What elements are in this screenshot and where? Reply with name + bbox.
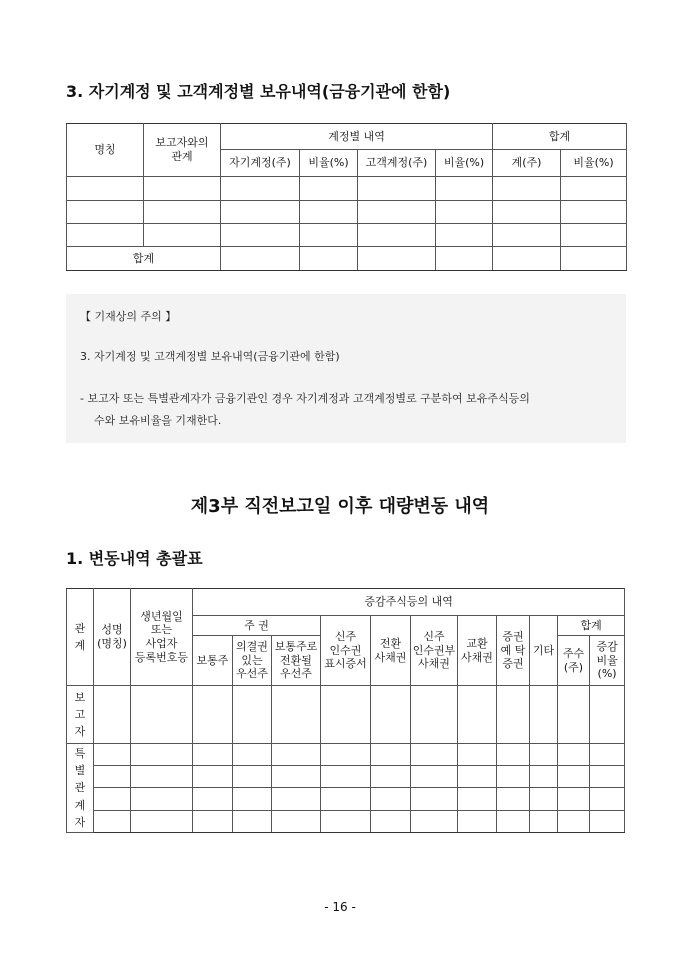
- part-title: 제3부 직전보고일 이후 대량변동 내역: [190, 496, 490, 517]
- header-change-ratio: 증감 비율 (%): [590, 636, 625, 686]
- header-convertible-pref: 보통주로 전환될 우선주: [272, 636, 321, 686]
- header-total-shares: 계(주): [493, 150, 561, 177]
- total-row: [67, 247, 627, 271]
- section3-title: 3. 자기계정 및 고객계정별 보유내역(금융기관에 한함): [66, 82, 451, 101]
- account-holdings-table: [66, 123, 627, 271]
- notes-box: [66, 294, 626, 443]
- header-warrant-cert: 신주 인수권 표시증서: [321, 616, 371, 686]
- header-name: 성명 (명칭): [94, 589, 131, 686]
- table-row: [67, 201, 627, 224]
- header-shares: 주수 (주): [558, 636, 590, 686]
- header-client-ratio: 비율(%): [436, 150, 493, 177]
- section1-title: 1. 변동내역 총괄표: [66, 549, 203, 568]
- header-own-ratio: 비율(%): [300, 150, 358, 177]
- change-summary-table: [66, 588, 625, 833]
- related-row: [67, 811, 625, 833]
- reporter-row: [67, 686, 625, 744]
- page-number: - 16 -: [324, 900, 356, 914]
- notes-heading: 【 기재상의 주의 】: [80, 310, 177, 323]
- header-stock: 주 권: [193, 616, 321, 636]
- header-voting-pref: 의결권 있는 우선주: [233, 636, 272, 686]
- header-total: 합계: [558, 616, 625, 636]
- header-birth: 생년월일 또는 사업자 등록번호등: [131, 589, 193, 686]
- total-row-label: 합계: [67, 247, 221, 271]
- header-exchangeable: 교환 사채권: [458, 616, 497, 686]
- notes-line1: - 보고자 또는 특별관계자가 금융기관인 경우 자기계정과 고객계정별로 구분하여 보유주식등의: [80, 392, 530, 405]
- header-dr: 증권 예 탁 증권: [497, 616, 530, 686]
- header-client-shares: 고객계정(주): [358, 150, 436, 177]
- table-row: [67, 224, 627, 247]
- header-change-detail: 증감주식등의 내역: [193, 589, 625, 616]
- related-label: 특 별 관 계 자: [67, 744, 94, 833]
- header-relation: 보고자와의 관계: [144, 124, 221, 177]
- header-other: 기타: [530, 616, 558, 686]
- header-total: 합계: [493, 124, 627, 150]
- reporter-label: 보 고 자: [67, 686, 94, 744]
- header-convertible: 전환 사채권: [371, 616, 411, 686]
- header-common: 보통주: [193, 636, 233, 686]
- header-by-account: 계정별 내역: [221, 124, 493, 150]
- header-total-ratio: 비율(%): [561, 150, 627, 177]
- related-row: [67, 788, 625, 811]
- related-row: [67, 766, 625, 788]
- notes-line2: 수와 보유비율을 기재한다.: [94, 414, 222, 427]
- header-name: 명칭: [67, 124, 144, 177]
- header-relation: 관 계: [67, 589, 94, 686]
- notes-item: 3. 자기계정 및 고객계정별 보유내역(금융기관에 한함): [80, 350, 340, 363]
- related-row: [67, 744, 625, 766]
- table-row: [67, 177, 627, 201]
- header-bw: 신주 인수권부 사채권: [411, 616, 458, 686]
- header-own-shares: 자기계정(주): [221, 150, 300, 177]
